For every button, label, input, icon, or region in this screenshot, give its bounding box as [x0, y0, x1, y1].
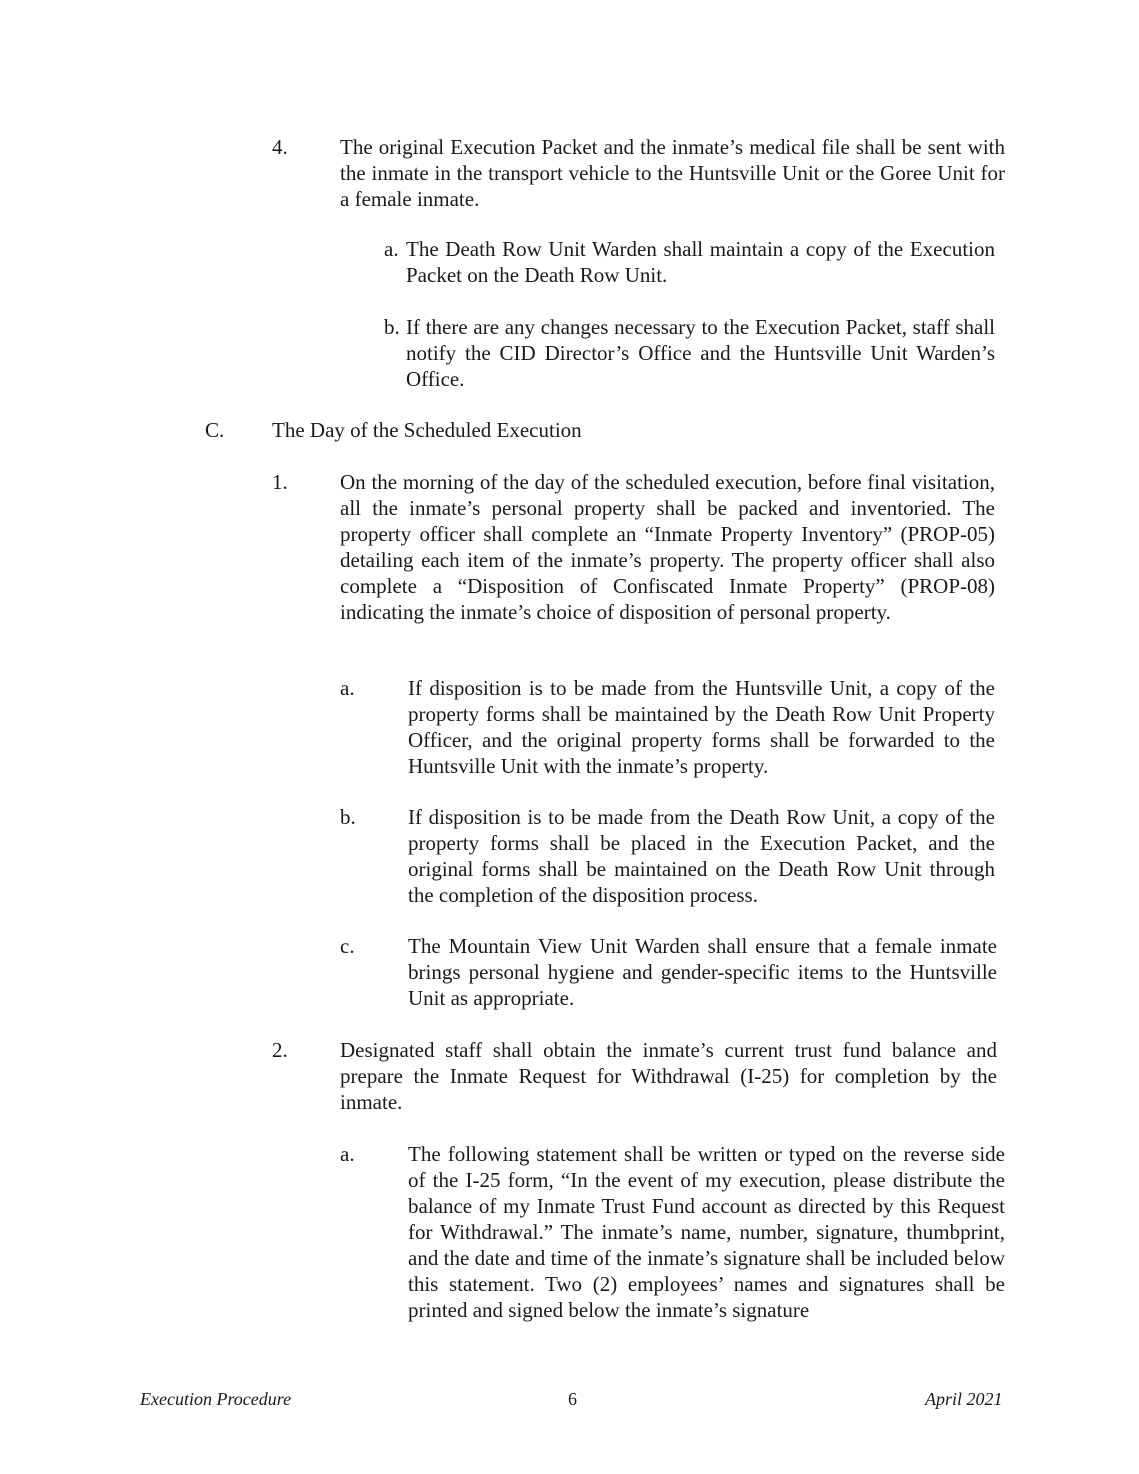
item-text: On the morning of the day of the scheduled execution, before final visitation, all the inmate’s personal property shall be packed and inventoried. The property officer shall complete an “Inmate Property Inventory” (PROP-05) detailing each item of the inmate’s property. The property officer shall also complete a “Disposition of Confiscated Inmate Property” (PROP-08) indicating the inmate’s choice of disposition of personal property. — [340, 470, 995, 624]
item-text: The Mountain View Unit Warden shall ensure that a female inmate brings personal hygiene and gender-specific items to the Huntsville Unit as appropriate. — [408, 934, 997, 1010]
item-text: The original Execution Packet and the inmate’s medical file shall be sent with the inmate in the transport vehicle to the Huntsville Unit or the Goree Unit for a female inmate. — [340, 135, 1005, 211]
item-text: If disposition is to be made from the Huntsville Unit, a copy of the property forms shall be maintained by the Death Row Unit Property Officer, and the original property forms shall be forwarded to the Huntsville Unit with the inmate’s property. — [408, 676, 995, 778]
footer-date: April 2021 — [925, 1389, 1003, 1409]
item-text: If disposition is to be made from the Death Row Unit, a copy of the property forms shall be placed in the Execution Packet, and the original forms shall be maintained on the Death Row Unit through the completion of the disposition process. — [408, 805, 995, 907]
item-text: Designated staff shall obtain the inmate’s current trust fund balance and prepare the Inmate Request for Withdrawal (I-25) for completion by the inmate. — [340, 1038, 997, 1114]
item-number: 2. — [272, 1038, 288, 1062]
item-letter: b. — [340, 805, 356, 829]
item-letter: a. — [384, 237, 399, 261]
item-text: The Death Row Unit Warden shall maintain a copy of the Execution Packet on the Death Row Unit. — [406, 237, 995, 287]
footer-document-title: Execution Procedure — [140, 1389, 292, 1409]
footer-page-number: 6 — [568, 1389, 577, 1409]
item-letter: b. — [384, 315, 400, 339]
section-letter: C. — [205, 418, 225, 442]
item-number: 1. — [272, 470, 288, 494]
section-title: The Day of the Scheduled Execution — [272, 418, 582, 442]
item-text: The following statement shall be written or typed on the reverse side of the I-25 form, “In the event of my execution, please distribute the balance of my Inmate Trust Fund account as directed by this Request for Withdrawal.” The inmate’s name, number, signature, thumbprint, and the date and time of the inmate’s signature shall be included below this statement. Two (2) employees’ names and signatures shall be printed and signed below the inmate’s signature — [408, 1142, 1005, 1322]
item-number: 4. — [272, 135, 288, 159]
item-letter: c. — [340, 934, 355, 958]
item-letter: a. — [340, 1142, 355, 1166]
item-letter: a. — [340, 676, 355, 700]
item-text: If there are any changes necessary to the Execution Packet, staff shall notify the CID Director’s Office and the Huntsville Unit Warden’s Office. — [406, 315, 995, 391]
